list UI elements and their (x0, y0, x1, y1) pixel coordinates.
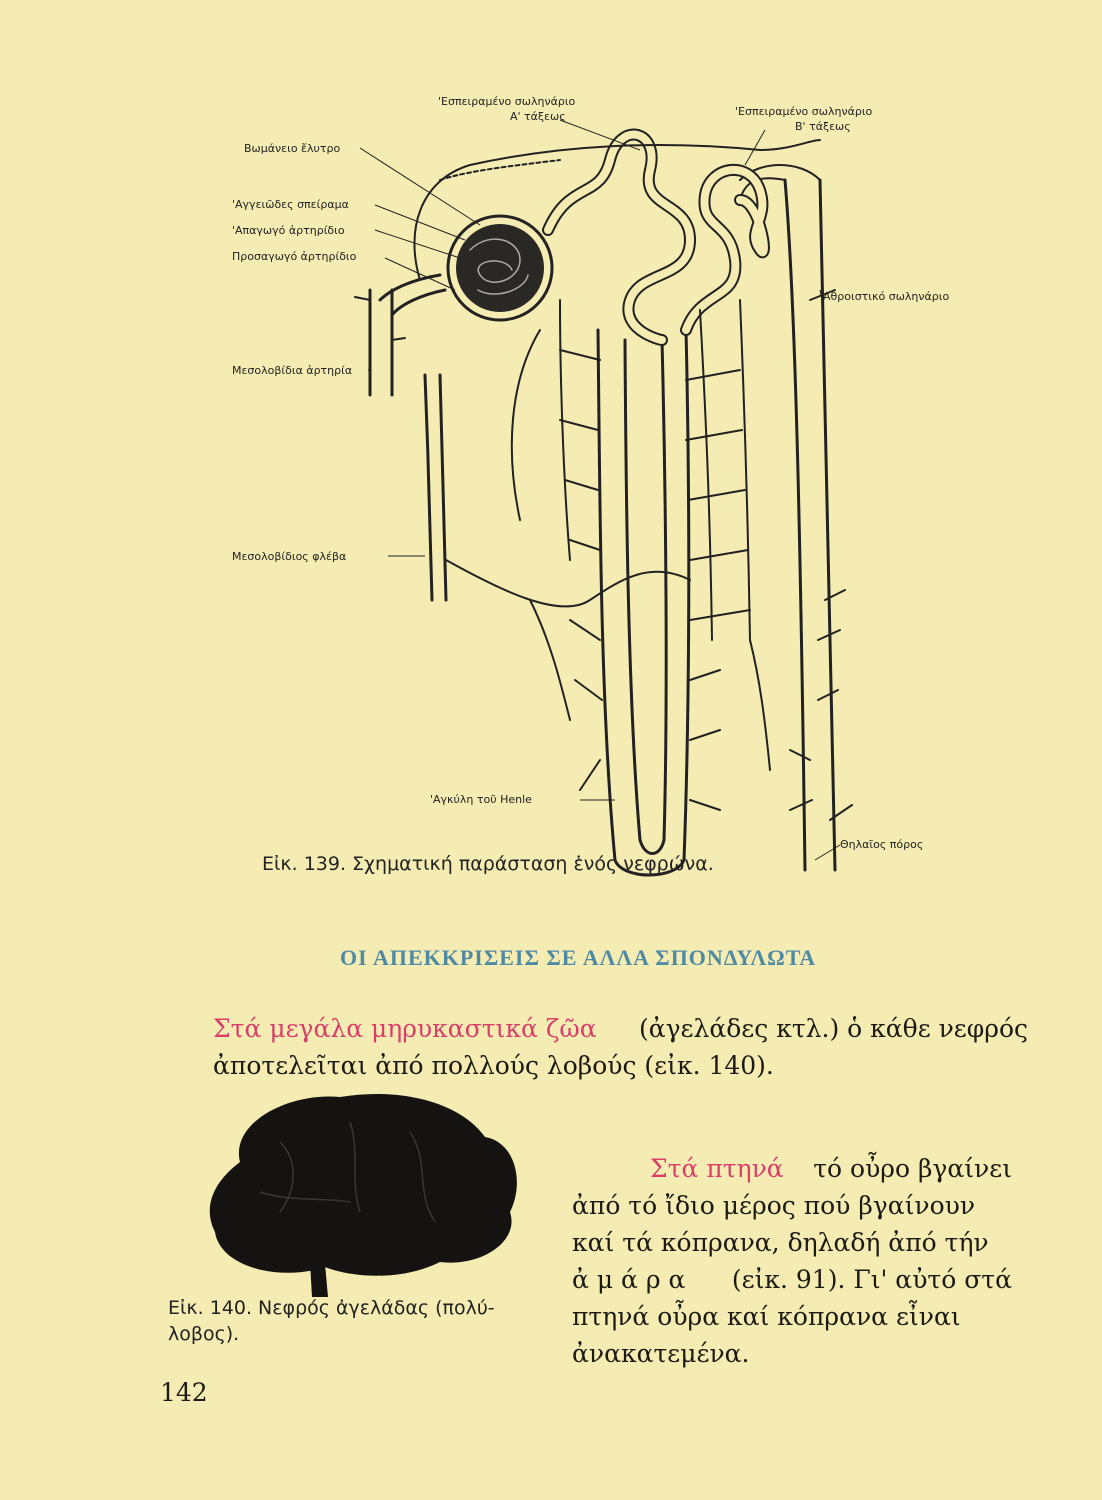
label-glomerulus: 'Αγγειῶδες σπείραμα (232, 198, 349, 211)
paragraph-birds-line3: καί τά κόπρανα, δηλαδή ἀπό τήν (572, 1228, 989, 1257)
paragraph-birds (572, 1150, 1012, 1372)
page-number: 142 (160, 1378, 208, 1407)
birds-line4-rest: (εἰκ. 91). Γι' αὐτό στά (731, 1265, 1012, 1294)
figure-140-caption (168, 1295, 540, 1347)
label-henle: 'Αγκύλη τοῦ Henle (430, 793, 532, 806)
paragraph-birds-line2: ἀπό τό ἴδιο μέρος πού βγαίνουν (572, 1191, 976, 1220)
label-papillary: Θηλαῖος πόρος (840, 838, 924, 851)
paragraph-ruminants-line2: ἀποτελεῖται ἀπό πολλούς λοβούς (εἰκ. 140). (213, 1051, 774, 1080)
ruminants-line1-rest: (ἀγελάδες κτλ.) ὁ κάθε νεφρός (638, 1014, 1028, 1043)
birds-highlight: Στά πτηνά (650, 1154, 784, 1183)
birds-line1-rest: τό οὖρο βγαίνει (813, 1154, 1012, 1183)
figure-140-caption-line2: λοβος). (168, 1323, 240, 1345)
paragraph-birds-line4 (572, 1261, 1012, 1298)
label-bowman: Βωμάνειο ἔλυτρο (244, 142, 341, 155)
paragraph-birds-line6: ἀνακατεμένα. (572, 1339, 750, 1368)
cow-kidney-photo (200, 1082, 525, 1302)
ruminants-highlight: Στά μεγάλα μηρυκαστικά ζῶα (213, 1014, 597, 1043)
birds-amara-spaced: ἀ μ ά ρ α (572, 1265, 686, 1294)
paragraph-ruminants-line1 (213, 1010, 1028, 1047)
section-heading: ΟΙ ΑΠΕΚΚΡΙΣΕΙΣ ΣΕ ΑΛΛΑ ΣΠΟΝΔΥΛΩΤΑ (340, 945, 817, 970)
paragraph-birds-line1 (572, 1150, 1012, 1187)
label-distal-line1: 'Εσπειραμένο σωληνάριο (735, 105, 873, 118)
label-collecting: 'Αθροιστικό σωληνάριο (820, 290, 950, 303)
label-efferent: 'Απαγωγό ἀρτηρίδιο (232, 224, 345, 237)
label-proximal-line2: Α' τάξεως (510, 110, 566, 123)
label-afferent: Προσαγωγό ἀρτηρίδιο (232, 250, 357, 263)
label-interlobular-vein: Μεσολοβίδιος φλέβα (232, 550, 347, 563)
figure-139-caption: Εἰκ. 139. Σχηματική παράσταση ἑνός νεφρώνα. (262, 853, 714, 875)
paragraph-birds-line5: πτηνά οὖρα καί κόπρανα εἶναι (572, 1302, 961, 1331)
label-distal-line2: Β' τάξεως (795, 120, 851, 133)
figure-140-caption-line1: Εἰκ. 140. Νεφρός ἀγελάδας (πολύ- (168, 1297, 495, 1319)
label-interlobular-artery: Μεσολοβίδια ἀρτηρία (232, 364, 353, 377)
paragraph-ruminants (213, 1010, 1028, 1084)
label-proximal-line1: 'Εσπειραμένο σωληνάριο (438, 95, 576, 108)
